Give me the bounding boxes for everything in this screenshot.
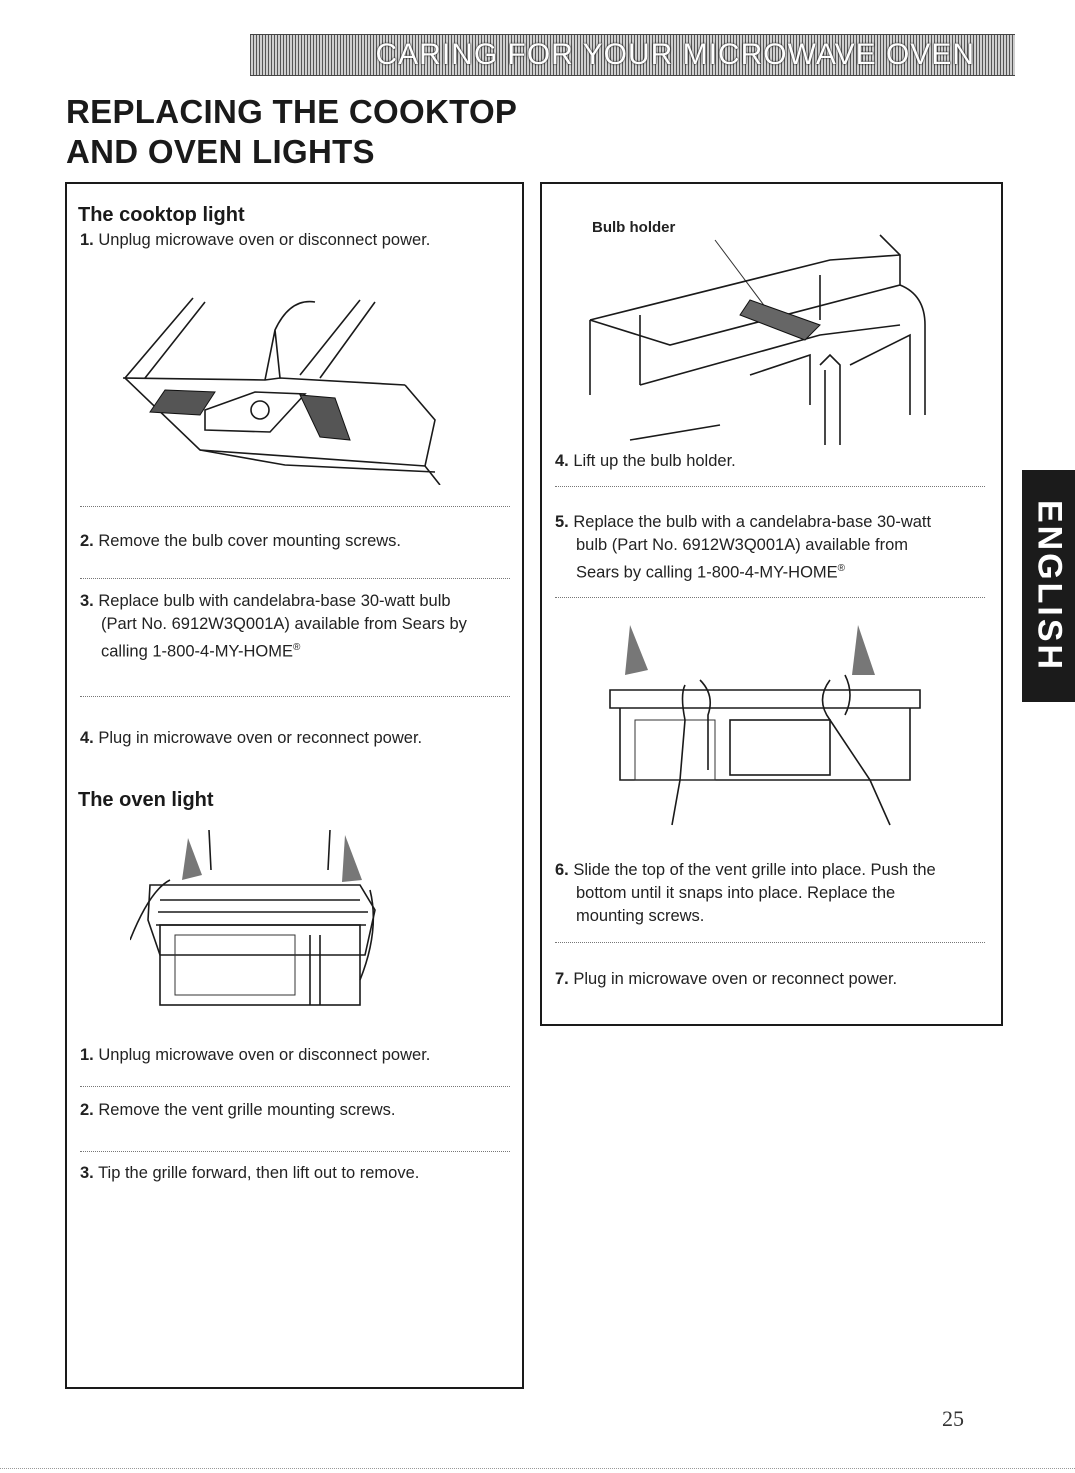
page-title-line1: REPLACING THE COOKTOP xyxy=(66,93,518,130)
page-number: 25 xyxy=(942,1406,964,1431)
cooktop-heading: The cooktop light xyxy=(78,204,245,226)
cooktop-step-1: 1. Unplug microwave oven or disconnect power. xyxy=(80,231,431,249)
section-title: CARING FOR YOUR MICROWAVE OVEN xyxy=(375,38,975,71)
cooktop-step-4: 4. Plug in microwave oven or reconnect power. xyxy=(80,729,423,747)
oven-step-2: 2. Remove the vent grille mounting screws. xyxy=(80,1101,396,1119)
section-banner xyxy=(250,34,1015,76)
vent-grille-install-illustration xyxy=(590,620,935,830)
cooktop-light-illustration xyxy=(105,290,445,485)
divider xyxy=(80,506,510,507)
divider xyxy=(555,597,985,598)
oven-step-4: 4. Lift up the bulb holder. xyxy=(555,452,736,470)
vent-grille-removal-illustration xyxy=(130,830,390,1030)
bulb-holder-callout: Bulb holder xyxy=(592,219,676,236)
divider xyxy=(80,578,510,579)
oven-heading: The oven light xyxy=(78,789,214,811)
oven-step-5: 5. Replace the bulb with a candelabra-base 30-watt bulb (Part No. 6912W3Q001A) available from Sears by calling 1-800-4-MY-HOME® xyxy=(555,513,932,582)
oven-step-3: 3. Tip the grille forward, then lift out to remove. xyxy=(80,1164,420,1182)
oven-step-1: 1. Unplug microwave oven or disconnect power. xyxy=(80,1046,431,1064)
footer-rule xyxy=(0,1468,1075,1469)
cooktop-step-2: 2. Remove the bulb cover mounting screws. xyxy=(80,532,401,550)
divider xyxy=(555,942,985,943)
page-title xyxy=(66,92,517,172)
language-tab xyxy=(1022,470,1075,702)
bulb-holder-illustration xyxy=(550,225,940,455)
oven-step-7: 7. Plug in microwave oven or reconnect power. xyxy=(555,970,898,988)
page-title-line2: AND OVEN LIGHTS xyxy=(66,133,375,170)
cooktop-step-3: 3. Replace bulb with candelabra-base 30-watt bulb (Part No. 6912W3Q001A) available from Sears by calling 1-800-4-MY-HOME® xyxy=(80,592,467,661)
divider xyxy=(80,1086,510,1087)
divider xyxy=(80,696,510,697)
oven-step-6: 6. Slide the top of the vent grille into place. Push the bottom until it snaps into place. Replace the mounting screws. xyxy=(555,861,936,925)
language-tab-label: ENGLISH xyxy=(1030,499,1068,673)
divider xyxy=(555,486,985,487)
divider xyxy=(80,1151,510,1152)
